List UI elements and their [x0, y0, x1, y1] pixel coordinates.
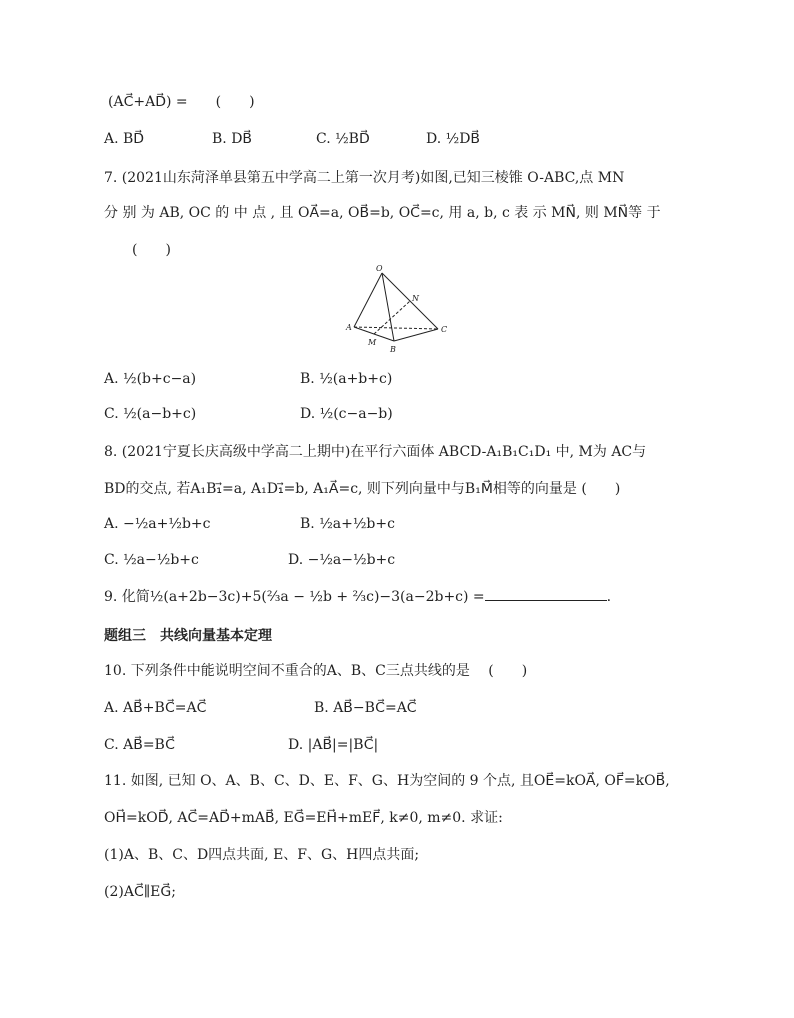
q8-line2: BD的交点, 若A₁B₁⃗=a, A₁D₁⃗=b, A₁A⃗=c, 则下列向量中与B₁M⃗相等的向量是 ( ): [104, 481, 621, 497]
q8-line1: 8. (2021宁夏长庆高级中学高二上期中)在平行六面体 ABCD-A₁B₁C₁D₁ 中, M为 AC与: [104, 444, 647, 460]
q7-option-a: A. ½(b+c−a): [104, 371, 197, 387]
q7-option-d: D. ½(c−a−b): [300, 406, 393, 422]
section-heading: 题组三 共线向量基本定理: [104, 628, 272, 644]
q8-option-a: A. −½a+½b+c: [104, 516, 211, 532]
q8-option-d: D. −½a−½b+c: [288, 552, 396, 568]
q8-option-b: B. ½a+½b+c: [300, 516, 395, 532]
q6-option-b: B. DB⃗: [212, 131, 253, 147]
q6-option-d: D. ½DB⃗: [426, 131, 481, 147]
label-A: A: [346, 323, 352, 332]
q9-end: .: [606, 589, 612, 605]
label-M: M: [368, 338, 377, 347]
tetrahedron-figure: [340, 265, 460, 361]
q10-option-a: A. AB⃗+BC⃗=AC⃗: [104, 700, 207, 716]
q6-option-c: C. ½BD⃗: [316, 131, 370, 147]
label-O: O: [376, 265, 383, 273]
q10-option-d: D. |AB⃗|=|BC⃗|: [288, 737, 379, 753]
q7-option-c: C. ½(a−b+c): [104, 406, 197, 422]
q10-option-b: B. AB⃗−BC⃗=AC⃗: [314, 700, 417, 716]
q6-option-a: A. BD⃗: [104, 131, 145, 147]
q7-line1: 7. (2021山东菏泽单县第五中学高二上第一次月考)如图,已知三棱锥 O-ABC,点 MN: [104, 170, 625, 186]
q11-line1: 11. 如图, 已知 O、A、B、C、D、E、F、G、H为空间的 9 个点, 且OE⃗=kOA⃗, OF⃗=kOB⃗,: [104, 773, 670, 789]
q6-stem: (AC⃗+AD⃗) = ( ): [108, 94, 255, 110]
label-C: C: [441, 325, 448, 334]
tetrahedron-diagram: [340, 265, 460, 361]
label-N: N: [412, 294, 419, 303]
q7-line2: 分 别 为 AB, OC 的 中 点 , 且 OA⃗=a, OB⃗=b, OC⃗=c, 用 a, b, c 表 示 MN⃗, 则 MN⃗等 于: [104, 205, 661, 221]
q10-option-c: C. AB⃗=BC⃗: [104, 737, 175, 753]
q9-text: 9. 化简½(a+2b−3c)+5(⅔a − ½b + ⅔c)−3(a−2b+c) =: [104, 589, 485, 605]
q11-part2: (2)AC⃗∥EG⃗;: [104, 884, 176, 900]
q11-part1: (1)A、B、C、D四点共面, E、F、G、H四点共面;: [104, 847, 420, 863]
q11-line2: OH⃗=kOD⃗, AC⃗=AD⃗+mAB⃗, EG⃗=EH⃗+mEF⃗, k≠0, m≠0. 求证:: [104, 810, 503, 826]
q7-option-b: B. ½(a+b+c): [300, 371, 393, 387]
q7-answer-paren: ( ): [132, 242, 171, 258]
q8-option-c: C. ½a−½b+c: [104, 552, 199, 568]
q9-answer-blank[interactable]: [485, 586, 607, 601]
label-B: B: [390, 345, 396, 354]
q9-stem: [104, 586, 611, 607]
q10-stem: 10. 下列条件中能说明空间不重合的A、B、C三点共线的是 ( ): [104, 663, 528, 679]
